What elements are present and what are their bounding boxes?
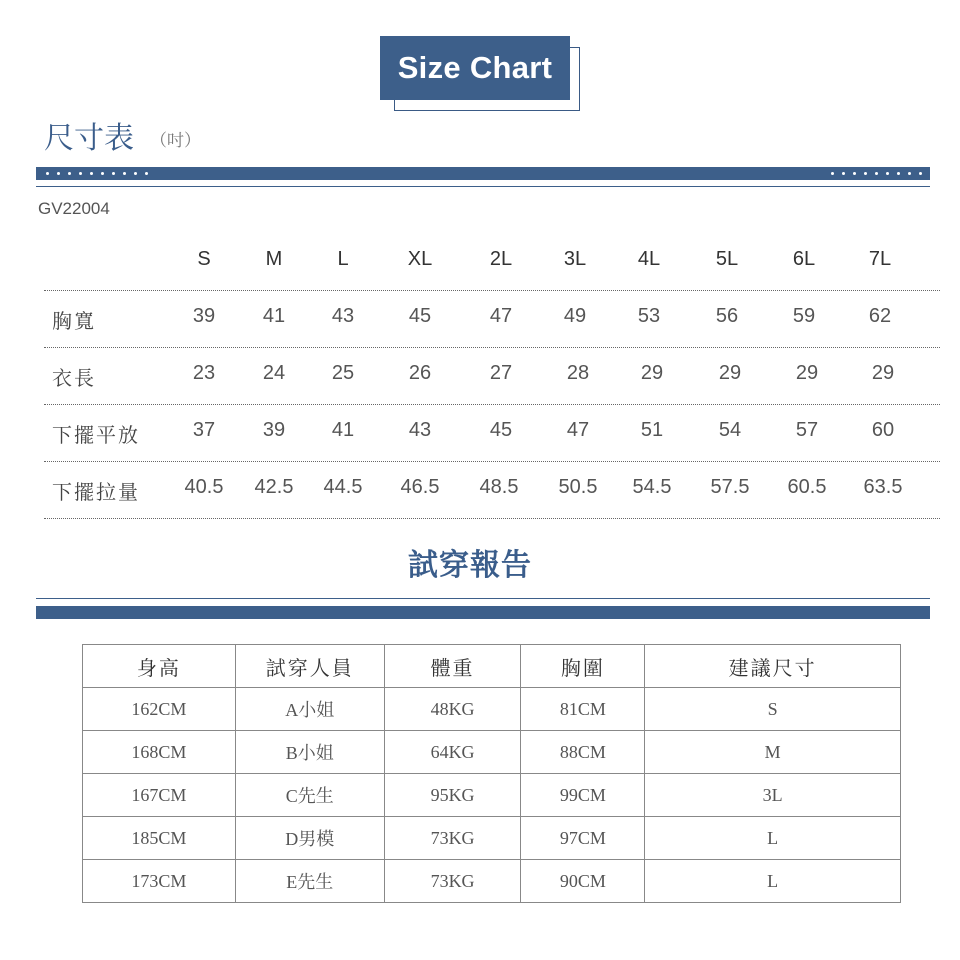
left-dots <box>46 167 148 180</box>
size-value: 28 <box>566 362 590 384</box>
size-value: 60 <box>871 419 895 441</box>
size-value: 44.5 <box>323 476 363 498</box>
size-row-hem-stretch <box>44 462 940 519</box>
size-col-header: 7L <box>868 248 892 270</box>
report-cell: C先生 <box>235 774 384 817</box>
report-cell: 81CM <box>521 688 645 731</box>
product-code: GV22004 <box>38 199 110 218</box>
size-value: 54.5 <box>632 476 672 498</box>
size-value: 60.5 <box>787 476 827 498</box>
size-value: 43 <box>331 305 355 327</box>
report-cell: S <box>645 688 901 731</box>
report-cell: 3L <box>645 774 901 817</box>
report-cell: 168CM <box>83 731 236 774</box>
table-row <box>83 860 901 903</box>
report-cell: M <box>645 731 901 774</box>
report-bar <box>36 606 930 619</box>
size-col-header: 4L <box>637 248 661 270</box>
table-row <box>83 688 901 731</box>
row-label: 胸寬 <box>52 309 96 333</box>
size-value: 56 <box>715 305 739 327</box>
size-value: 51 <box>640 419 664 441</box>
report-cell: A小姐 <box>235 688 384 731</box>
report-cell: 97CM <box>521 817 645 860</box>
report-cell: B小姐 <box>235 731 384 774</box>
size-value: 27 <box>489 362 513 384</box>
row-label: 衣長 <box>52 366 96 390</box>
report-cell: 99CM <box>521 774 645 817</box>
report-cell: L <box>645 817 901 860</box>
size-value: 29 <box>795 362 819 384</box>
size-value: 49 <box>563 305 587 327</box>
report-header-tester: 試穿人員 <box>235 645 384 688</box>
size-table <box>44 234 940 519</box>
size-col-header: XL <box>407 248 433 270</box>
report-cell: 90CM <box>521 860 645 903</box>
report-header-row <box>83 645 901 688</box>
report-overline <box>36 598 930 599</box>
report-cell: 95KG <box>384 774 521 817</box>
table-row <box>83 817 901 860</box>
section-title: 尺寸表 <box>44 121 134 156</box>
size-col-header: 2L <box>489 248 513 270</box>
size-value: 47 <box>566 419 590 441</box>
report-cell: 173CM <box>83 860 236 903</box>
size-value: 40.5 <box>184 476 224 498</box>
size-value: 54 <box>718 419 742 441</box>
fitting-report-table <box>82 644 901 903</box>
report-cell: 162CM <box>83 688 236 731</box>
section-unit: （吋） <box>150 131 201 151</box>
report-cell: 167CM <box>83 774 236 817</box>
header-underline <box>36 186 930 187</box>
right-dots <box>831 167 922 180</box>
report-cell: 88CM <box>521 731 645 774</box>
report-header-weight: 體重 <box>384 645 521 688</box>
report-cell: 185CM <box>83 817 236 860</box>
size-value: 48.5 <box>479 476 519 498</box>
size-value: 29 <box>640 362 664 384</box>
size-value: 26 <box>408 362 432 384</box>
size-value: 41 <box>262 305 286 327</box>
size-value: 45 <box>489 419 513 441</box>
size-value: 45 <box>408 305 432 327</box>
size-row-length <box>44 348 940 405</box>
size-row-hem-flat <box>44 405 940 462</box>
report-cell: 64KG <box>384 731 521 774</box>
size-value: 53 <box>637 305 661 327</box>
report-cell: D男模 <box>235 817 384 860</box>
size-value: 39 <box>262 419 286 441</box>
size-col-header: L <box>337 248 349 270</box>
report-header-chest: 胸圍 <box>521 645 645 688</box>
size-header-row <box>44 234 940 291</box>
report-cell: 73KG <box>384 860 521 903</box>
size-value: 43 <box>408 419 432 441</box>
size-row-chest <box>44 291 940 348</box>
size-value: 59 <box>792 305 816 327</box>
report-cell: E先生 <box>235 860 384 903</box>
size-value: 23 <box>192 362 216 384</box>
size-value: 57.5 <box>710 476 750 498</box>
table-row <box>83 774 901 817</box>
header-bar <box>36 167 930 180</box>
size-value: 50.5 <box>558 476 598 498</box>
size-value: 29 <box>871 362 895 384</box>
size-col-header: S <box>197 248 211 270</box>
size-value: 42.5 <box>254 476 294 498</box>
size-col-header: 6L <box>792 248 816 270</box>
size-value: 37 <box>192 419 216 441</box>
report-title: 試穿報告 <box>408 548 532 583</box>
table-row <box>83 731 901 774</box>
size-chart-badge: Size Chart <box>380 36 570 100</box>
size-value: 29 <box>718 362 742 384</box>
row-label: 下擺拉量 <box>52 480 140 504</box>
size-col-header: 5L <box>715 248 739 270</box>
report-cell: L <box>645 860 901 903</box>
report-header-height: 身高 <box>83 645 236 688</box>
size-value: 24 <box>262 362 286 384</box>
size-col-header: M <box>265 248 283 270</box>
size-value: 39 <box>192 305 216 327</box>
size-value: 47 <box>489 305 513 327</box>
size-value: 57 <box>795 419 819 441</box>
size-value: 25 <box>331 362 355 384</box>
size-value: 63.5 <box>863 476 903 498</box>
size-value: 41 <box>331 419 355 441</box>
report-cell: 48KG <box>384 688 521 731</box>
size-col-header: 3L <box>563 248 587 270</box>
size-value: 46.5 <box>400 476 440 498</box>
row-label: 下擺平放 <box>52 423 140 447</box>
size-value: 62 <box>868 305 892 327</box>
report-header-suggested-size: 建議尺寸 <box>645 645 901 688</box>
report-cell: 73KG <box>384 817 521 860</box>
